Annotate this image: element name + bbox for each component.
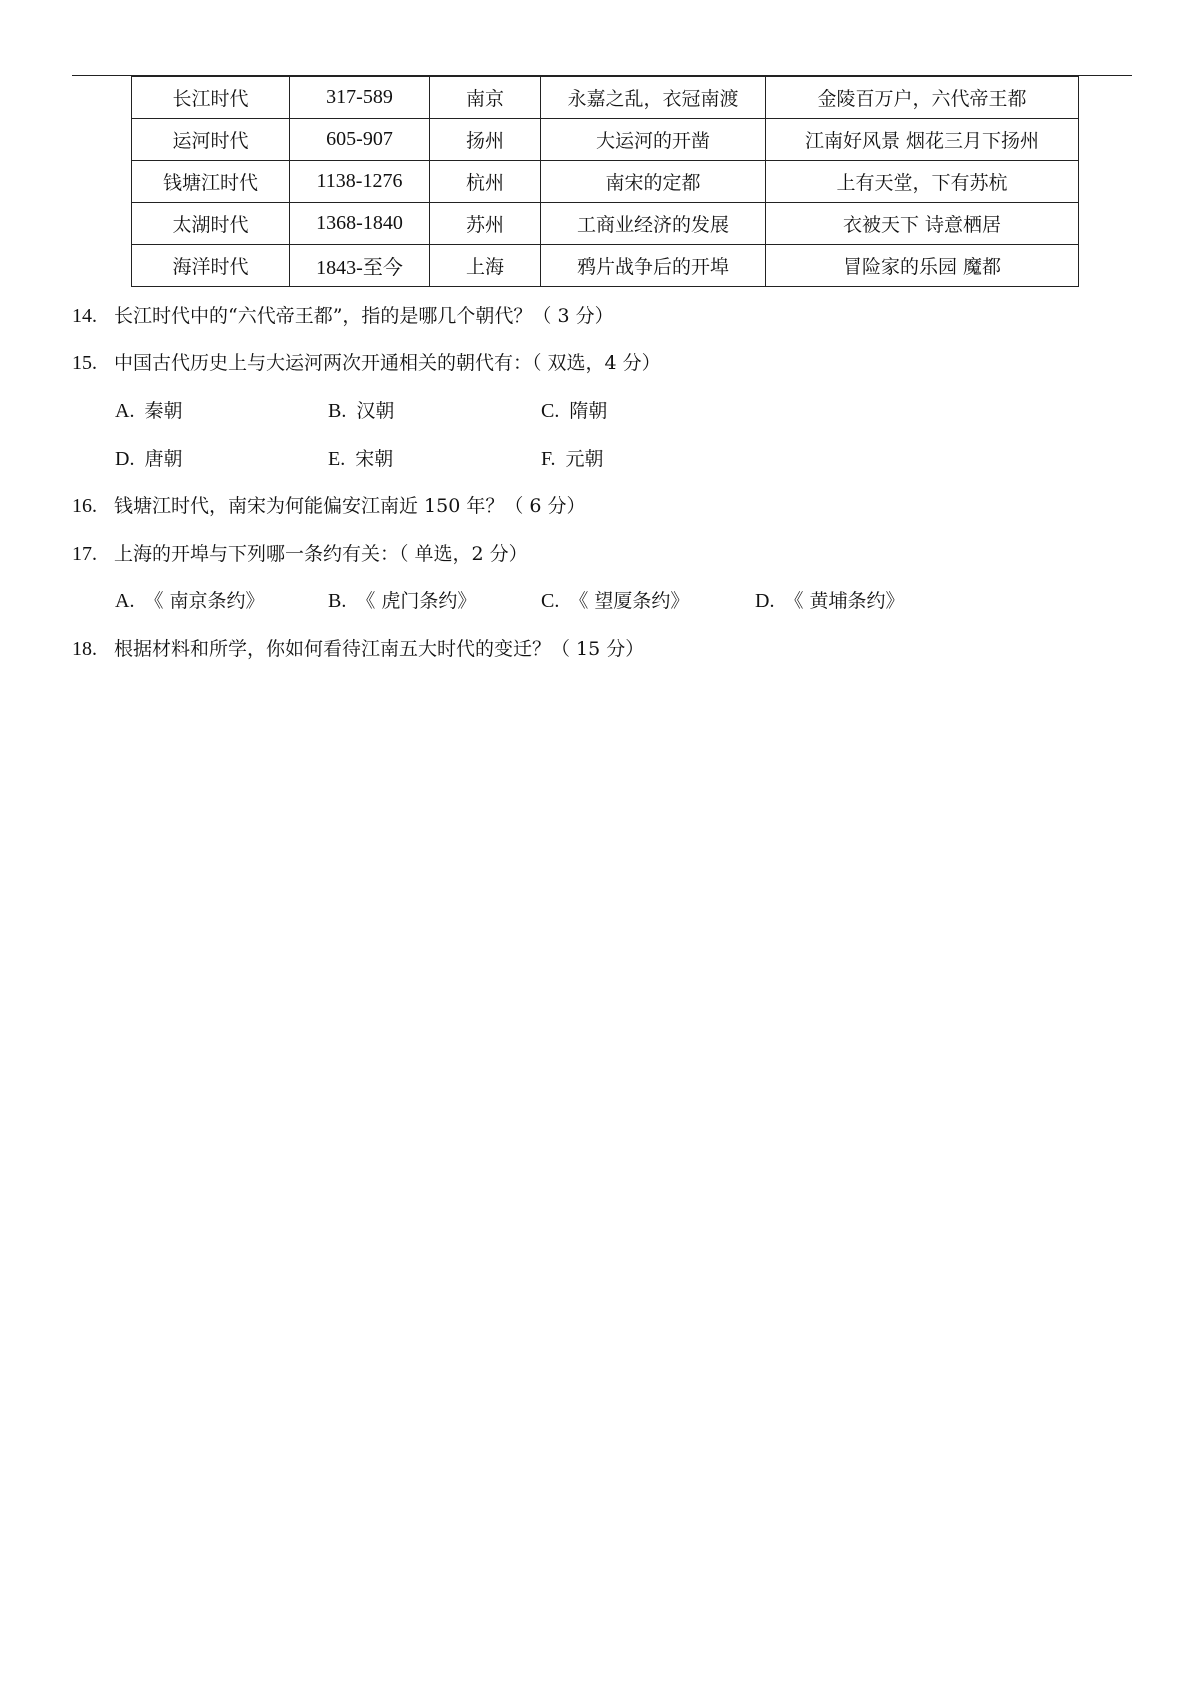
- question-18: [72, 634, 644, 661]
- option-d[interactable]: D. 《 黄埔条约》: [755, 590, 905, 612]
- question-number: 14.: [72, 305, 97, 327]
- option-e[interactable]: E. 宋朝: [328, 448, 394, 470]
- question-text: 上海的开埠与下列哪一条约有关：（ 单选，2 分）: [114, 543, 528, 565]
- table-row: [132, 161, 1079, 203]
- era-name-cell: 运河时代: [132, 119, 290, 161]
- event-cell: 工商业经济的发展: [541, 203, 766, 245]
- city-cell: 上海: [430, 245, 541, 287]
- question-15: [72, 348, 661, 375]
- question-number: 15.: [72, 352, 97, 374]
- option-d[interactable]: D. 唐朝: [115, 448, 183, 470]
- table-row: [132, 77, 1079, 119]
- period-cell: 1843-至今: [290, 245, 430, 287]
- question-number: 16.: [72, 495, 97, 517]
- question-text: 长江时代中的“六代帝王都”，指的是哪几个朝代？（ 3 分）: [114, 305, 614, 327]
- saying-cell: 衣被天下 诗意栖居: [766, 203, 1079, 245]
- table-row: [132, 119, 1079, 161]
- city-cell: 苏州: [430, 203, 541, 245]
- question-16: [72, 491, 586, 518]
- period-cell: 605-907: [290, 119, 430, 161]
- option-c[interactable]: C. 隋朝: [541, 400, 608, 422]
- era-name-cell: 钱塘江时代: [132, 161, 290, 203]
- option-b[interactable]: B. 汉朝: [328, 400, 395, 422]
- option-a[interactable]: A. 秦朝: [115, 400, 183, 422]
- question-17: [72, 539, 528, 566]
- option-b[interactable]: B. 《 虎门条约》: [328, 590, 477, 612]
- question-14: [72, 301, 614, 328]
- event-cell: 南宋的定都: [541, 161, 766, 203]
- period-cell: 1368-1840: [290, 203, 430, 245]
- table-row: [132, 245, 1079, 287]
- question-text: 中国古代历史上与大运河两次开通相关的朝代有：（ 双选，4 分）: [114, 352, 661, 374]
- saying-cell: 上有天堂，下有苏杭: [766, 161, 1079, 203]
- option-a[interactable]: A. 《 南京条约》: [115, 590, 265, 612]
- event-cell: 大运河的开凿: [541, 119, 766, 161]
- city-cell: 扬州: [430, 119, 541, 161]
- question-text: 根据材料和所学，你如何看待江南五大时代的变迁？（ 15 分）: [114, 638, 645, 660]
- question-number: 18.: [72, 638, 97, 660]
- period-cell: 1138-1276: [290, 161, 430, 203]
- option-c[interactable]: C. 《 望厦条约》: [541, 590, 690, 612]
- question-number: 17.: [72, 543, 97, 565]
- question-text: 钱塘江时代，南宋为何能偏安江南近 150 年？（ 6 分）: [114, 495, 586, 517]
- event-cell: 鸦片战争后的开埠: [541, 245, 766, 287]
- era-name-cell: 海洋时代: [132, 245, 290, 287]
- era-name-cell: 太湖时代: [132, 203, 290, 245]
- era-table: [131, 76, 1079, 287]
- saying-cell: 冒险家的乐园 魔都: [766, 245, 1079, 287]
- table-row: [132, 203, 1079, 245]
- period-cell: 317-589: [290, 77, 430, 119]
- saying-cell: 金陵百万户，六代帝王都: [766, 77, 1079, 119]
- era-name-cell: 长江时代: [132, 77, 290, 119]
- city-cell: 杭州: [430, 161, 541, 203]
- city-cell: 南京: [430, 77, 541, 119]
- option-f[interactable]: F. 元朝: [541, 448, 604, 470]
- event-cell: 永嘉之乱，衣冠南渡: [541, 77, 766, 119]
- saying-cell: 江南好风景 烟花三月下扬州: [766, 119, 1079, 161]
